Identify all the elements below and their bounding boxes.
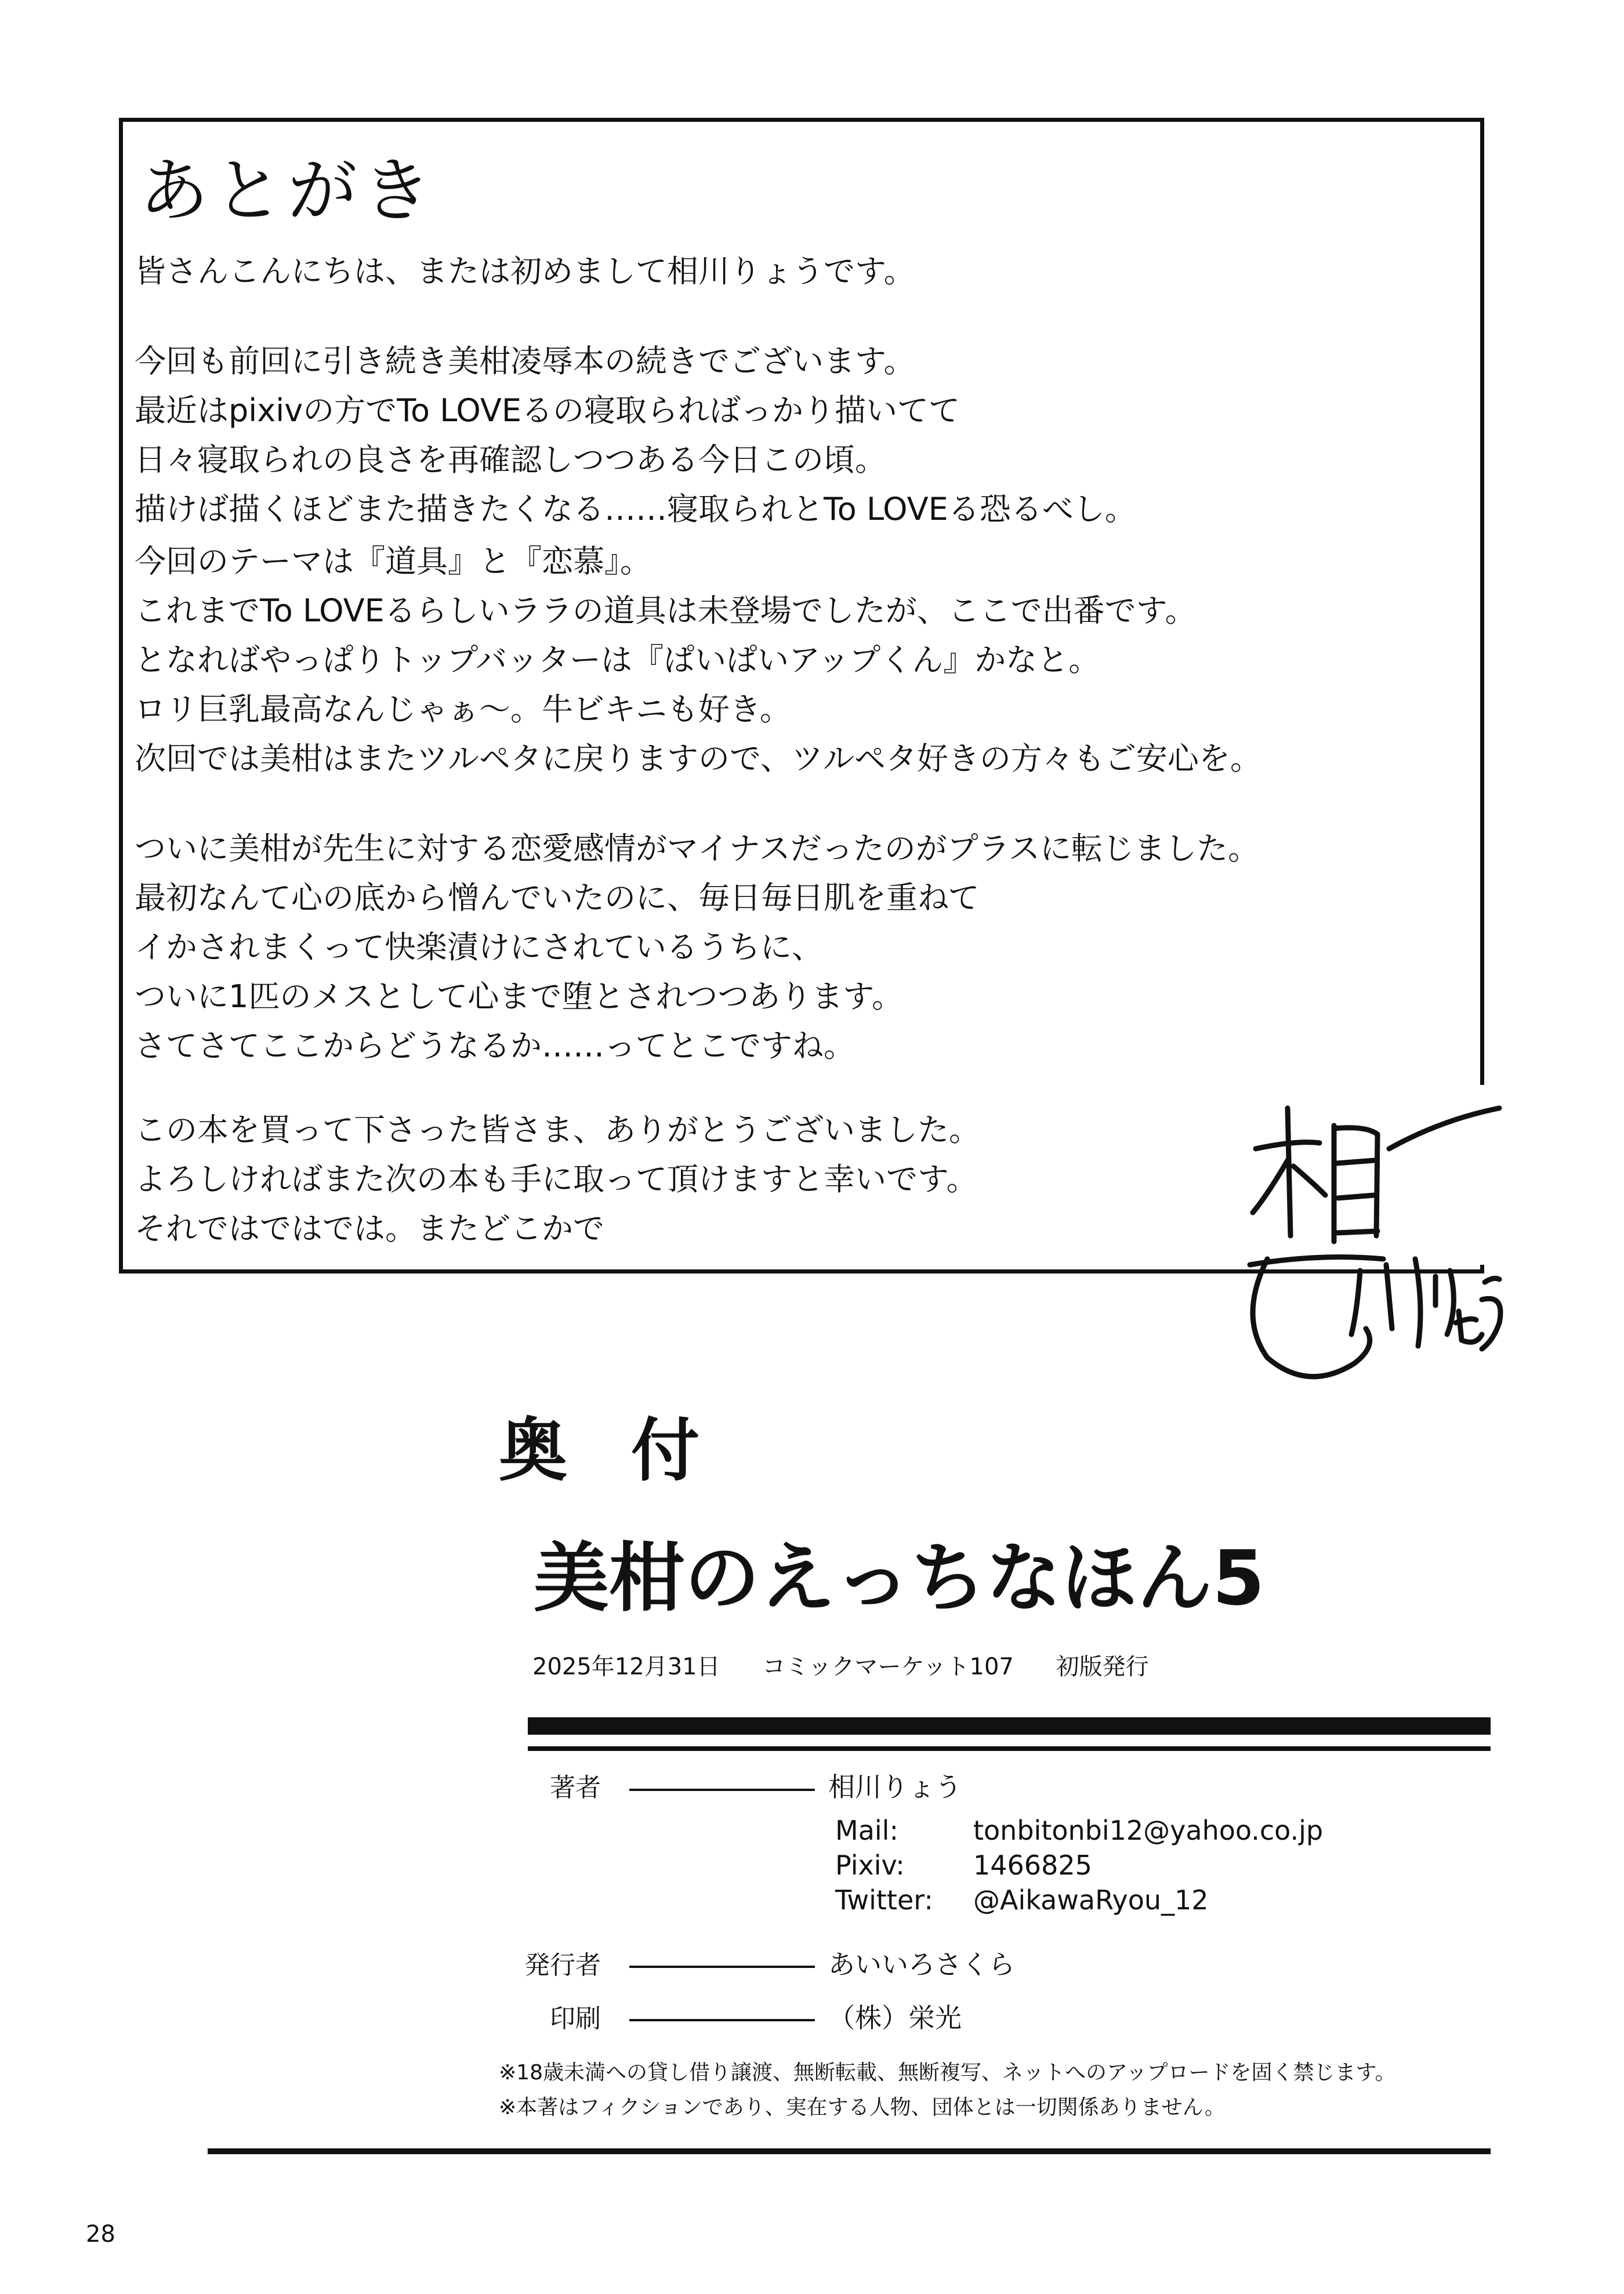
publication-date: 2025年12月31日 <box>532 1653 720 1680</box>
contact-mail-value[interactable]: tonbitonbi12@yahoo.co.jp <box>973 1815 1324 1846</box>
divider-thick <box>528 1717 1491 1735</box>
printer-dash <box>629 2019 815 2021</box>
publisher-dash <box>629 1966 815 1968</box>
author-name: 相川りょう <box>828 1771 962 1803</box>
signature <box>1232 1085 1517 1398</box>
afterword-line: よろしければまた次の本も手に取って頂けますと幸いです。 <box>135 1161 978 1197</box>
book-title: 美柑のえっちなほん5 <box>534 1534 1265 1622</box>
afterword-paragraph-theme <box>135 537 1262 783</box>
event-name: コミックマーケット107 <box>762 1653 1014 1680</box>
divider-thin <box>528 1746 1491 1751</box>
afterword-paragraph-thanks <box>135 1105 980 1253</box>
afterword-line: ついに1匹のメスとして心まで堕とされつつあります。 <box>135 978 903 1015</box>
afterword-paragraph-series <box>135 336 1136 534</box>
divider-bottom <box>208 2148 1491 2154</box>
afterword-line: 今回のテーマは『道具』と『恋慕』。 <box>135 543 651 580</box>
printer-label: 印刷 <box>550 2004 601 2034</box>
notice-line: ※18歳未満への貸し借り譲渡、無断転載、無断複写、ネットへのアップロードを固く禁じます。 <box>499 2061 1396 2085</box>
afterword-line: 最初なんて心の底から憎んでいたのに、毎日毎日肌を重ねて <box>135 880 980 916</box>
page-number: 28 <box>86 2221 115 2248</box>
afterword-line: 次回では美柑はまたツルペタに戻りますので、ツルペタ好きの方々もご安心を。 <box>135 740 1262 777</box>
contact-twitter-label: Twitter: <box>835 1884 933 1916</box>
afterword-line: さてさてここからどうなるか……ってとこですね。 <box>135 1027 855 1064</box>
edition: 初版発行 <box>1056 1653 1149 1680</box>
colophon-heading: 奥付 <box>499 1410 764 1490</box>
afterword-line: ロリ巨乳最高なんじゃぁ〜。牛ビキニも好き。 <box>135 691 791 728</box>
author-dash <box>629 1789 815 1791</box>
afterword-line: これまでTo LOVEるらしいララの道具は未登場でしたが、ここで出番です。 <box>135 592 1197 629</box>
afterword-line: この本を買って下さった皆さま、ありがとうございました。 <box>135 1112 980 1148</box>
notice-line: ※本著はフィクションであり、実在する人物、団体とは一切関係ありません。 <box>499 2096 1226 2119</box>
contact-pixiv-value[interactable]: 1466825 <box>973 1850 1092 1881</box>
publisher-label: 発行者 <box>524 1951 601 1980</box>
afterword-line: 日々寝取られの良さを再確認しつつある今日この頃。 <box>135 442 886 478</box>
contact-twitter-value[interactable]: @AikawaRyou_12 <box>973 1884 1209 1916</box>
edition-line <box>532 1649 1184 1684</box>
afterword-line: 最近はpixivの方でTo LOVEるの寝取らればっかり描いてて <box>135 392 960 429</box>
afterword-line: となればやっぱりトップバッターは『ぱいぱいアップくん』かなと。 <box>135 642 1100 678</box>
afterword-line: ついに美柑が先生に対する恋愛感情がマイナスだったのがプラスに転じました。 <box>135 830 1260 867</box>
printer-name: （株）栄光 <box>828 2002 962 2034</box>
contact-pixiv-label: Pixiv: <box>835 1850 905 1881</box>
afterword-line: 描けば描くほどまた描きたくなる……寝取られとTo LOVEる恐るべし。 <box>135 491 1136 527</box>
afterword-line: 今回も前回に引き続き美柑凌辱本の続きでございます。 <box>135 343 915 379</box>
afterword-line: それではではでは。またどこかで <box>135 1210 604 1247</box>
afterword-paragraph-story <box>135 824 1259 1070</box>
publisher-name: あいいろさくら <box>828 1949 1015 1980</box>
afterword-title: あとがき <box>139 151 436 231</box>
afterword-line: イかされまくって快楽漬けにされているうちに、 <box>135 929 823 965</box>
author-label: 著者 <box>550 1773 601 1803</box>
afterword-paragraph-greeting <box>135 247 915 296</box>
afterword-line: 皆さんこんにちは、または初めまして相川りょうです。 <box>135 253 915 290</box>
contact-mail-label: Mail: <box>835 1815 898 1846</box>
